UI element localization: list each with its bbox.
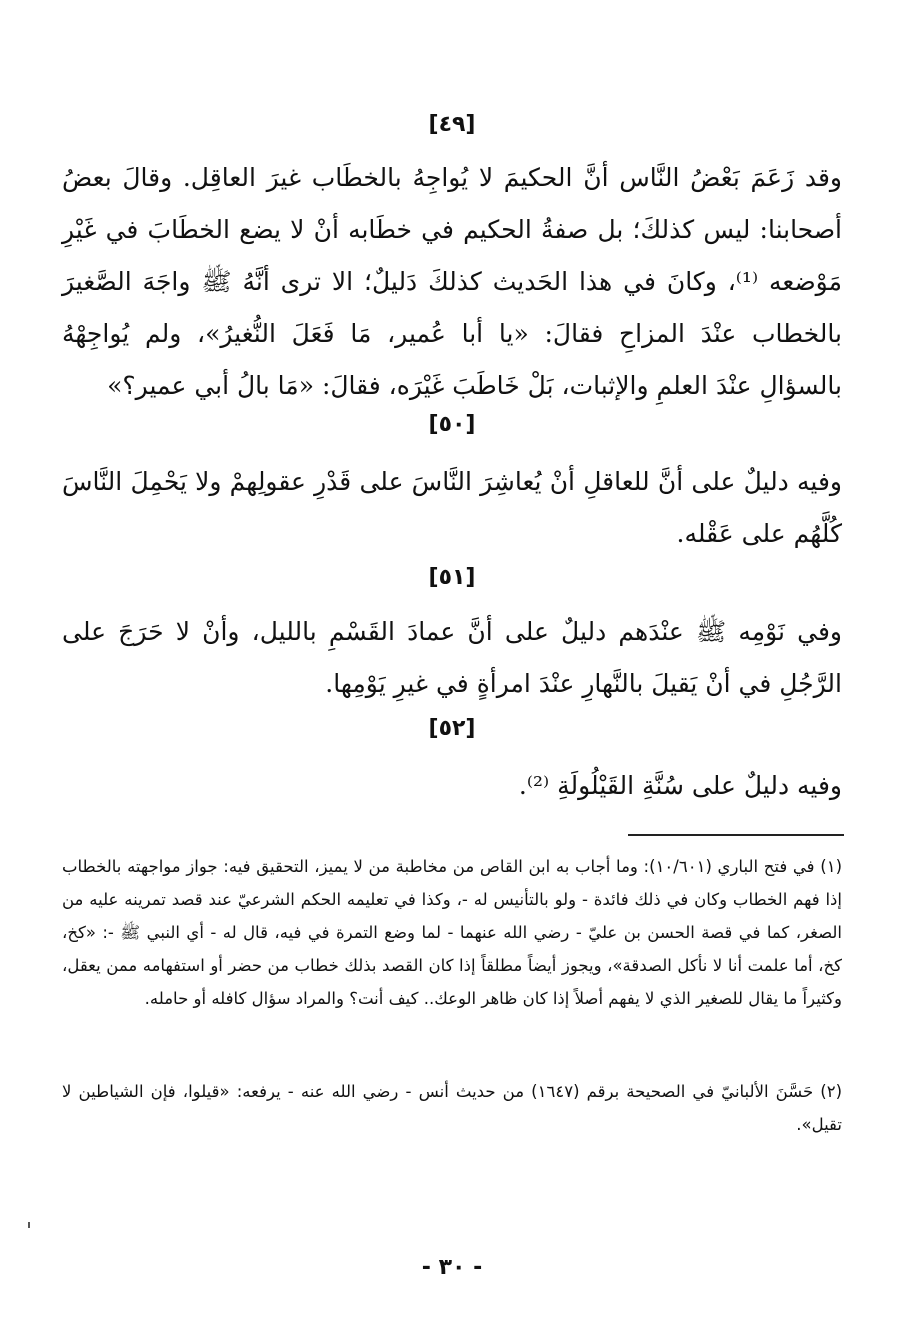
section-51-number: [٥١] [428, 565, 476, 590]
footnote-2: (٢) حَسَّنَ الألبانيّ في الصحيحة برقم (١٦٤٧) من حديث أنس - رضي الله عنه - يرفعه: «قيلوا، فإن الشياطين لا تقيل». [62, 1082, 843, 1134]
footnote-1: (١) في فتح الباري (١٠/٦٠١): وما أجاب به ابن القاص من مخاطبة من لا يميز، التحقيق فيه: جواز مواجهته بالخطاب إذا فهم الخطاب وكان في ذلك فائدة - ولو بالتأنيس له -، وكذا في تعليمه الحكم الشرعيّ عند قصد تمرينه عليه من الصغر، كما في قصة الحسن بن عليّ - رضي الله عنهما - لما وضع التمرة في فيه، قال له - أي النبي ﷺ -: «كخ، كخ، أما علمت أنا لا نأكل الصدقة»، ويجوز أيضاً مطلقاً إذا كان القصد بذلك خطاب من حضر أو استفهامه ممن يعقل، وكثيراً ما يقال للصغير الذي لا يفهم أصلاً إذا كان ظاهر الوعك.. كيف أنت؟ والمراد سؤال كافله أو حامله. [62, 857, 843, 1008]
section-52-number: [٥٢] [428, 716, 476, 741]
section-50-number: [٥٠] [428, 412, 476, 437]
section-52-text: وفيه دليلٌ على سُنَّةِ القَيْلُولَةِ ⁽²⁾. [518, 771, 842, 800]
footnote-separator [628, 834, 844, 836]
scan-speck [28, 1222, 30, 1228]
section-50-text: وفيه دليلٌ على أنَّ للعاقلِ أنْ يُعاشِرَ النَّاسَ على قَدْرِ عقولِهمْ ولا يَحْمِلَ النَّاسَ كُلَّهُم على عَقْله. [62, 467, 842, 548]
section-49-number: [٤٩] [428, 112, 476, 137]
section-51-text: وفي نَوْمِه ﷺ عنْدَهم دليلٌ على أنَّ عمادَ القَسْمِ بالليل، وأنْ لا حَرَجَ على الرَّجُلِ في أنْ يَقيلَ بالنَّهارِ عنْدَ امرأةٍ في غيرِ يَوْمِها. [62, 617, 842, 698]
section-49-text: وقد زَعَمَ بَعْضُ النَّاس أنَّ الحكيمَ لا يُواجِهُ بالخطَاب غيرَ العاقِل. وقالَ بعضُ أصحابنا: ليس كذلكَ؛ بل صفةُ الحكيم في خطَابه أنْ لا يضع الخطَابَ في غَيْرِ مَوْضعه ⁽¹⁾، وكانَ في هذا الحَديث كذلكَ دَليلٌ؛ الا ترى أنَّهُ ﷺ واجَهَ الصَّغيرَ بالخطاب عنْدَ المزاحِ فقالَ: «يا أبا عُمير، مَا فَعَلَ النُّغيرُ»، ولم يُواجِهْهُ بالسؤالِ عنْدَ العلمِ والإثبات، بَلْ خَاطَبَ غَيْرَه، فقالَ: «مَا بالُ أبي عمير؟» [62, 163, 842, 400]
page-number: - ٣٠ - [421, 1255, 483, 1280]
